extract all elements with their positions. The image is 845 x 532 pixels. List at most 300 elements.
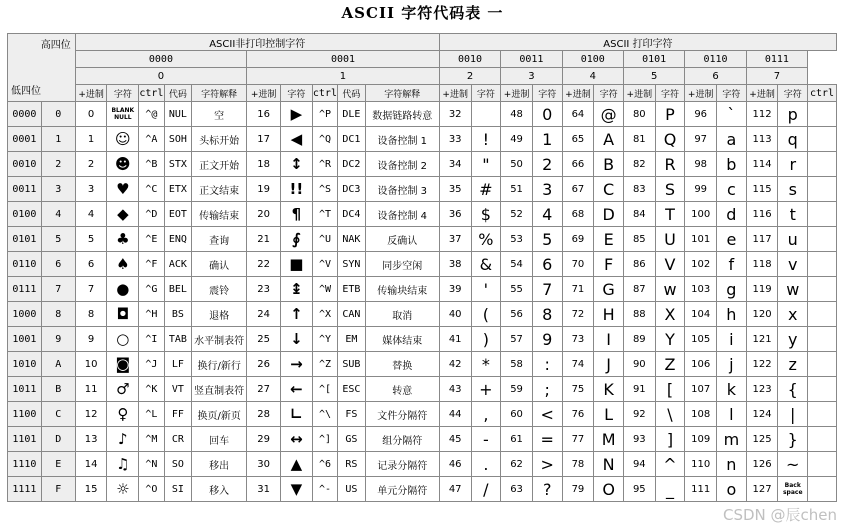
char-cell: G [594, 277, 624, 302]
char-cell: A [594, 127, 624, 152]
dec-cell: 25 [247, 327, 281, 352]
dec-cell: 115 [746, 177, 778, 202]
ctrl-cell [808, 277, 837, 302]
dec-cell: 41 [439, 327, 471, 352]
dec-cell: 57 [501, 327, 533, 352]
dec-cell: 47 [439, 477, 471, 502]
char-cell: 9 [532, 327, 562, 352]
dec-cell: 116 [746, 202, 778, 227]
low-bits-cell: 0110 [8, 252, 42, 277]
char-glyph-cell: !! [281, 177, 313, 202]
ctrl-cell [808, 102, 837, 127]
char-cell: w [778, 277, 808, 302]
dec-cell: 35 [439, 177, 471, 202]
description-cell: 设备控制 1 [365, 127, 439, 152]
sub-header-char: 字符 [107, 85, 139, 102]
dec-cell: 114 [746, 152, 778, 177]
dec-cell: 81 [623, 127, 655, 152]
dec-cell: 110 [685, 452, 717, 477]
ctrl-key-cell: ^O [139, 477, 164, 502]
code-cell: GS [338, 427, 366, 452]
char-glyph-cell: ♫ [107, 452, 139, 477]
char-cell: D [594, 202, 624, 227]
ctrl-key-cell: ^J [139, 352, 164, 377]
dec-cell: 119 [746, 277, 778, 302]
sub-header-row [8, 85, 837, 102]
code-cell: TAB [164, 327, 192, 352]
code-cell: EOT [164, 202, 192, 227]
char-cell: 7 [532, 277, 562, 302]
code-cell: SO [164, 452, 192, 477]
ctrl-key-cell: ^K [139, 377, 164, 402]
dec-cell: 46 [439, 452, 471, 477]
low-hex-cell: 2 [41, 152, 75, 177]
dec-cell: 12 [75, 402, 107, 427]
char-cell: E [594, 227, 624, 252]
high-hex-1: 1 [247, 68, 440, 85]
group-header-row [8, 34, 837, 51]
ctrl-cell [808, 152, 837, 177]
ctrl-key-cell: ^C [139, 177, 164, 202]
code-cell: BS [164, 302, 192, 327]
char-cell: C [594, 177, 624, 202]
code-cell: SOH [164, 127, 192, 152]
ctrl-key-cell: ^\ [312, 402, 337, 427]
table-row [8, 152, 837, 177]
dec-cell: 3 [75, 177, 107, 202]
char-cell: b [717, 152, 747, 177]
dec-cell: 104 [685, 302, 717, 327]
sub-header-char: 字符 [778, 85, 808, 102]
low-hex-cell: 5 [41, 227, 75, 252]
description-cell: 空 [192, 102, 247, 127]
code-cell: ETB [338, 277, 366, 302]
sub-header-dec: +进制 [685, 85, 717, 102]
dec-cell: 38 [439, 252, 471, 277]
char-cell: : [532, 352, 562, 377]
char-cell: T [655, 202, 685, 227]
char-cell: { [778, 377, 808, 402]
ctrl-cell [808, 402, 837, 427]
dec-cell: 1 [75, 127, 107, 152]
description-cell: 移出 [192, 452, 247, 477]
char-cell: 8 [532, 302, 562, 327]
char-glyph-cell: ← [281, 377, 313, 402]
dec-cell: 91 [623, 377, 655, 402]
low-hex-cell: 7 [41, 277, 75, 302]
description-cell: 文件分隔符 [365, 402, 439, 427]
low-bits-cell: 1100 [8, 402, 42, 427]
table-row [8, 127, 837, 152]
high-hex-2: 2 [439, 68, 500, 85]
dec-cell: 22 [247, 252, 281, 277]
ctrl-key-cell: ^E [139, 227, 164, 252]
code-cell: CAN [338, 302, 366, 327]
low-bits-label: 低四位 [11, 86, 41, 97]
low-bits-cell: 0111 [8, 277, 42, 302]
dec-cell: 34 [439, 152, 471, 177]
page-title: ASCII 字符代码表 一 [341, 4, 504, 22]
dec-cell: 61 [501, 427, 533, 452]
char-cell: d [717, 202, 747, 227]
dec-cell: 4 [75, 202, 107, 227]
dec-cell: 11 [75, 377, 107, 402]
char-cell: 3 [532, 177, 562, 202]
dec-cell: 56 [501, 302, 533, 327]
code-cell: SI [164, 477, 192, 502]
dec-cell: 112 [746, 102, 778, 127]
code-cell: ACK [164, 252, 192, 277]
ctrl-key-cell: ^R [312, 152, 337, 177]
ctrl-key-cell: ^S [312, 177, 337, 202]
char-cell: F [594, 252, 624, 277]
dec-cell: 20 [247, 202, 281, 227]
high-bits-4: 0100 [562, 51, 623, 68]
description-cell: 回车 [192, 427, 247, 452]
sub-header-dec: +进制 [623, 85, 655, 102]
char-cell: y [778, 327, 808, 352]
char-cell: o [717, 477, 747, 502]
ctrl-key-cell: ^G [139, 277, 164, 302]
description-cell: 查询 [192, 227, 247, 252]
description-cell: 同步空闲 [365, 252, 439, 277]
ctrl-cell [808, 427, 837, 452]
char-cell: K [594, 377, 624, 402]
char-glyph-cell: ∮ [281, 227, 313, 252]
char-cell: / [471, 477, 501, 502]
dec-cell: 0 [75, 102, 107, 127]
low-hex-cell: 8 [41, 302, 75, 327]
description-cell: 头标开始 [192, 127, 247, 152]
dec-cell: 28 [247, 402, 281, 427]
char-cell: X [655, 302, 685, 327]
dec-cell: 30 [247, 452, 281, 477]
description-cell: 确认 [192, 252, 247, 277]
sub-header-dec: +进制 [75, 85, 107, 102]
char-cell: j [717, 352, 747, 377]
char-cell: c [717, 177, 747, 202]
char-glyph-cell: → [281, 352, 313, 377]
ascii-table [7, 33, 837, 502]
table-row [8, 402, 837, 427]
code-cell: DC4 [338, 202, 366, 227]
low-bits-cell: 1110 [8, 452, 42, 477]
char-cell: u [778, 227, 808, 252]
dec-cell: 84 [623, 202, 655, 227]
dec-cell: 108 [685, 402, 717, 427]
char-cell: ~ [778, 452, 808, 477]
dec-cell: 87 [623, 277, 655, 302]
char-cell: ^ [655, 452, 685, 477]
char-cell: x [778, 302, 808, 327]
sub-header-dec: +进制 [501, 85, 533, 102]
code-cell: DC1 [338, 127, 366, 152]
dec-cell: 7 [75, 277, 107, 302]
dec-cell: 55 [501, 277, 533, 302]
char-glyph-cell: ♠ [107, 252, 139, 277]
char-cell: = [532, 427, 562, 452]
dec-cell: 52 [501, 202, 533, 227]
char-cell: p [778, 102, 808, 127]
low-hex-cell: 9 [41, 327, 75, 352]
printable-group-header: ASCII 打印字符 [439, 34, 836, 51]
dec-cell: 99 [685, 177, 717, 202]
dec-cell: 45 [439, 427, 471, 452]
char-glyph-cell: ○ [107, 327, 139, 352]
dec-cell: 96 [685, 102, 717, 127]
ctrl-key-cell: ^- [312, 477, 337, 502]
sub-header-code: 代码 [164, 85, 192, 102]
code-cell: RS [338, 452, 366, 477]
description-cell: 组分隔符 [365, 427, 439, 452]
dec-cell: 67 [562, 177, 594, 202]
code-cell: SYN [338, 252, 366, 277]
table-row [8, 252, 837, 277]
header-corner [8, 34, 76, 102]
char-cell: M [594, 427, 624, 452]
table-row [8, 302, 837, 327]
low-bits-cell: 0010 [8, 152, 42, 177]
ctrl-key-cell: ^6 [312, 452, 337, 477]
description-cell: 设备控制 4 [365, 202, 439, 227]
char-cell: - [471, 427, 501, 452]
dec-cell: 71 [562, 277, 594, 302]
dec-cell: 85 [623, 227, 655, 252]
char-cell: * [471, 352, 501, 377]
description-cell: 替换 [365, 352, 439, 377]
dec-cell: 100 [685, 202, 717, 227]
dec-cell: 27 [247, 377, 281, 402]
table-row [8, 227, 837, 252]
code-cell: FF [164, 402, 192, 427]
char-cell: ( [471, 302, 501, 327]
sub-header-char: 字符 [594, 85, 624, 102]
low-bits-cell: 0011 [8, 177, 42, 202]
char-cell: ? [532, 477, 562, 502]
description-cell: 传输结束 [192, 202, 247, 227]
char-cell: r [778, 152, 808, 177]
sub-header-char: 字符 [532, 85, 562, 102]
char-cell: # [471, 177, 501, 202]
dec-cell: 127 [746, 477, 778, 502]
char-cell: l [717, 402, 747, 427]
high-hex-row [8, 68, 837, 85]
dec-cell: 29 [247, 427, 281, 452]
char-cell: m [717, 427, 747, 452]
char-cell: w [655, 277, 685, 302]
char-cell: z [778, 352, 808, 377]
dec-cell: 23 [247, 277, 281, 302]
dec-cell: 120 [746, 302, 778, 327]
dec-cell: 74 [562, 352, 594, 377]
ctrl-key-cell: ^M [139, 427, 164, 452]
ctrl-cell [808, 352, 837, 377]
char-glyph-cell: ◘ [107, 302, 139, 327]
char-cell: a [717, 127, 747, 152]
char-cell: 4 [532, 202, 562, 227]
dec-cell: 43 [439, 377, 471, 402]
char-cell: h [717, 302, 747, 327]
dec-cell: 109 [685, 427, 717, 452]
dec-cell: 65 [562, 127, 594, 152]
char-glyph-cell: ◙ [107, 352, 139, 377]
sub-header-char: 字符 [281, 85, 313, 102]
high-bits-0: 0000 [75, 51, 246, 68]
dec-cell: 42 [439, 352, 471, 377]
high-hex-6: 6 [685, 68, 746, 85]
char-cell: 5 [532, 227, 562, 252]
code-cell: ENQ [164, 227, 192, 252]
watermark: CSDN @辰chen [722, 506, 837, 524]
ctrl-key-cell: ^I [139, 327, 164, 352]
char-cell: R [655, 152, 685, 177]
ctrl-cell [808, 327, 837, 352]
low-hex-cell: E [41, 452, 75, 477]
dec-cell: 37 [439, 227, 471, 252]
dec-cell: 64 [562, 102, 594, 127]
char-cell: + [471, 377, 501, 402]
char-cell: P [655, 102, 685, 127]
table-row [8, 177, 837, 202]
char-cell: _ [655, 477, 685, 502]
char-cell: Back space [778, 477, 808, 502]
dec-cell: 92 [623, 402, 655, 427]
char-cell: e [717, 227, 747, 252]
ctrl-cell [808, 302, 837, 327]
char-cell: n [717, 452, 747, 477]
dec-cell: 124 [746, 402, 778, 427]
low-hex-cell: 6 [41, 252, 75, 277]
char-cell: ) [471, 327, 501, 352]
description-cell: 正文开始 [192, 152, 247, 177]
code-cell: DLE [338, 102, 366, 127]
code-cell: BEL [164, 277, 192, 302]
high-hex-0: 0 [75, 68, 246, 85]
description-cell: 移入 [192, 477, 247, 502]
char-glyph-cell: ♂ [107, 377, 139, 402]
dec-cell: 19 [247, 177, 281, 202]
description-cell: 设备控制 2 [365, 152, 439, 177]
sub-header-desc: 字符解释 [365, 85, 439, 102]
char-glyph-cell: BLANK NULL [107, 102, 139, 127]
dec-cell: 9 [75, 327, 107, 352]
description-cell: 反确认 [365, 227, 439, 252]
char-cell: g [717, 277, 747, 302]
dec-cell: 105 [685, 327, 717, 352]
dec-cell: 72 [562, 302, 594, 327]
description-cell: 媒体结束 [365, 327, 439, 352]
table-row [8, 477, 837, 502]
char-cell: ! [471, 127, 501, 152]
low-hex-cell: D [41, 427, 75, 452]
high-hex-4: 4 [562, 68, 623, 85]
dec-cell: 26 [247, 352, 281, 377]
ctrl-key-cell: ^U [312, 227, 337, 252]
char-glyph-cell: ◆ [107, 202, 139, 227]
low-hex-cell: B [41, 377, 75, 402]
code-cell: NUL [164, 102, 192, 127]
description-cell: 退格 [192, 302, 247, 327]
ctrl-key-cell: ^] [312, 427, 337, 452]
dec-cell: 121 [746, 327, 778, 352]
ctrl-cell [808, 377, 837, 402]
code-cell: LF [164, 352, 192, 377]
high-bits-7: 0111 [746, 51, 807, 68]
ctrl-key-cell: ^A [139, 127, 164, 152]
sub-header-char: 字符 [717, 85, 747, 102]
ctrl-key-cell: ^B [139, 152, 164, 177]
dec-cell: 86 [623, 252, 655, 277]
dec-cell: 125 [746, 427, 778, 452]
dec-cell: 83 [623, 177, 655, 202]
dec-cell: 98 [685, 152, 717, 177]
description-cell: 数据链路转意 [365, 102, 439, 127]
char-cell: [ [655, 377, 685, 402]
char-cell: 1 [532, 127, 562, 152]
dec-cell: 53 [501, 227, 533, 252]
dec-cell: 95 [623, 477, 655, 502]
char-glyph-cell: ↔ [281, 427, 313, 452]
high-hex-3: 3 [501, 68, 562, 85]
description-cell: 正文结束 [192, 177, 247, 202]
sub-header-dec: +进制 [247, 85, 281, 102]
dec-cell: 82 [623, 152, 655, 177]
low-bits-cell: 1101 [8, 427, 42, 452]
dec-cell: 75 [562, 377, 594, 402]
dec-cell: 14 [75, 452, 107, 477]
dec-cell: 79 [562, 477, 594, 502]
code-cell: ETX [164, 177, 192, 202]
high-bits-3: 0011 [501, 51, 562, 68]
char-cell: q [778, 127, 808, 152]
ctrl-key-cell: ^W [312, 277, 337, 302]
code-cell: FS [338, 402, 366, 427]
dec-cell: 78 [562, 452, 594, 477]
dec-cell: 49 [501, 127, 533, 152]
dec-cell: 63 [501, 477, 533, 502]
description-cell: 设备控制 3 [365, 177, 439, 202]
dec-cell: 122 [746, 352, 778, 377]
ctrl-cell [808, 452, 837, 477]
dec-cell: 36 [439, 202, 471, 227]
char-cell [471, 102, 501, 127]
char-cell: 2 [532, 152, 562, 177]
description-cell: 转意 [365, 377, 439, 402]
char-cell: v [778, 252, 808, 277]
code-cell: CR [164, 427, 192, 452]
low-hex-cell: 4 [41, 202, 75, 227]
code-cell: EM [338, 327, 366, 352]
sub-header-dec: +进制 [439, 85, 471, 102]
table-row [8, 352, 837, 377]
description-cell: 单元分隔符 [365, 477, 439, 502]
dec-cell: 123 [746, 377, 778, 402]
dec-cell: 107 [685, 377, 717, 402]
dec-cell: 8 [75, 302, 107, 327]
low-bits-cell: 0100 [8, 202, 42, 227]
char-cell: " [471, 152, 501, 177]
char-cell: > [532, 452, 562, 477]
description-cell: 记录分隔符 [365, 452, 439, 477]
char-cell: \ [655, 402, 685, 427]
dec-cell: 50 [501, 152, 533, 177]
char-glyph-cell: ■ [281, 252, 313, 277]
char-cell: I [594, 327, 624, 352]
dec-cell: 77 [562, 427, 594, 452]
code-cell: NAK [338, 227, 366, 252]
sub-header-code: 代码 [338, 85, 366, 102]
char-cell: | [778, 402, 808, 427]
